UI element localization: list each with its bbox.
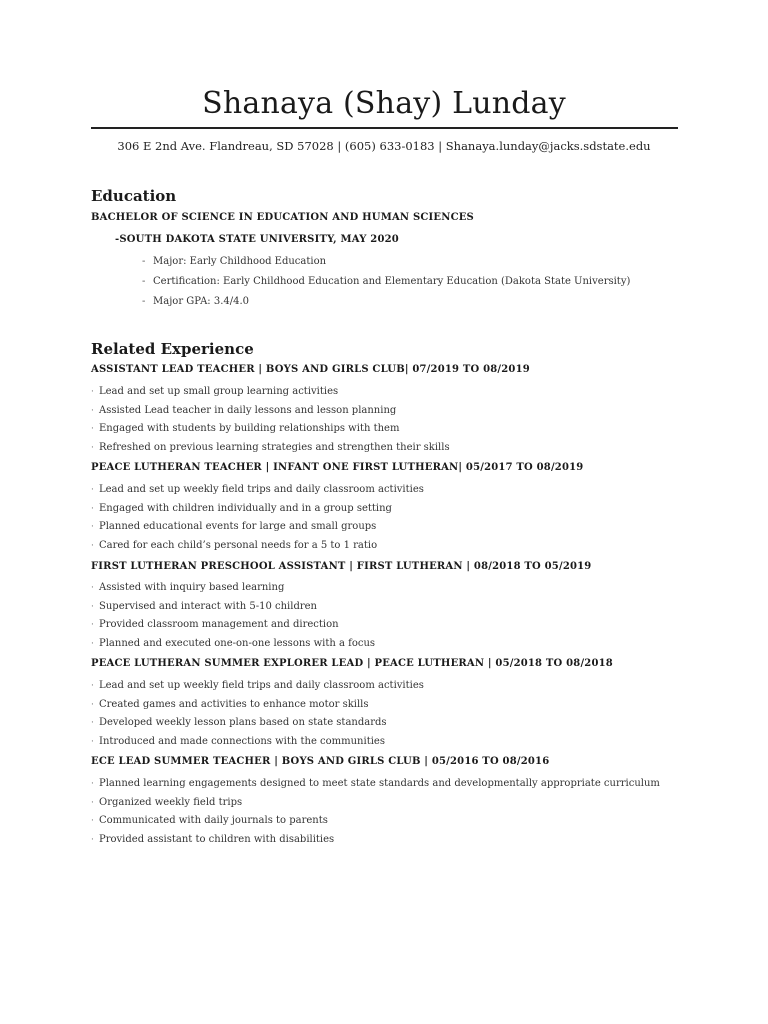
list-item: · Lead and set up small group learning activities: [91, 386, 339, 397]
list-item: · Provided assistant to children with disabilities: [91, 834, 335, 846]
job-heading: FIRST LUTHERAN PRESCHOOL ASSISTANT | FIRST LUTHERAN | 08/2018 TO 05/2019: [91, 561, 592, 572]
dot-bullet-icon: ·: [91, 718, 94, 729]
education-detail-item: - Major GPA: 3.4/4.0: [142, 296, 250, 307]
dot-bullet-icon: ·: [91, 737, 94, 748]
job-bullets: [91, 386, 450, 461]
dot-bullet-icon: ·: [91, 485, 94, 495]
list-item: · Assisted Lead teacher in daily lessons and lesson planning: [91, 404, 397, 416]
job-bullets: [91, 582, 375, 657]
list-item: · Planned learning engagements designed to meet state standards and developmentally appropriate curriculum: [91, 778, 660, 789]
school-line: -SOUTH DAKOTA STATE UNIVERSITY, MAY 2020: [115, 234, 399, 245]
job-heading: ASSISTANT LEAD TEACHER | BOYS AND GIRLS CLUB| 07/2019 TO 08/2019: [91, 364, 530, 375]
list-item: · Provided classroom management and direction: [91, 619, 339, 631]
candidate-name: Shanaya (Shay) Lunday: [202, 86, 566, 121]
dot-bullet-icon: ·: [91, 816, 94, 827]
experience-heading: Related Experience: [91, 340, 254, 358]
dot-bullet-icon: ·: [91, 797, 94, 808]
list-item: · Engaged with children individually and in a group setting: [91, 502, 392, 514]
dot-bullet-icon: ·: [91, 699, 94, 710]
job-heading: PEACE LUTHERAN SUMMER EXPLORER LEAD | PEACE LUTHERAN | 05/2018 TO 08/2018: [91, 658, 613, 669]
header-divider: [91, 127, 678, 129]
dot-bullet-icon: ·: [91, 835, 94, 846]
degree-title: BACHELOR OF SCIENCE IN EDUCATION AND HUMAN SCIENCES: [91, 212, 474, 223]
dash-bullet-icon: -: [142, 296, 146, 307]
dot-bullet-icon: ·: [91, 639, 94, 650]
job-bullets: [91, 778, 660, 853]
list-item: · Refreshed on previous learning strategies and strengthen their skills: [91, 442, 450, 454]
list-item: · Created games and activities to enhance motor skills: [91, 698, 369, 710]
list-item: · Communicated with daily journals to parents: [91, 815, 328, 827]
dot-bullet-icon: ·: [91, 424, 94, 435]
dot-bullet-icon: ·: [91, 779, 94, 789]
list-item: · Planned and executed one-on-one lessons with a focus: [91, 638, 376, 650]
list-item: · Lead and set up weekly field trips and daily classroom activities: [91, 484, 424, 495]
list-item: · Lead and set up weekly field trips and daily classroom activities: [91, 680, 424, 691]
list-item: · Cared for each child’s personal needs for a 5 to 1 ratio: [91, 540, 378, 552]
dash-bullet-icon: -: [142, 276, 146, 287]
dot-bullet-icon: ·: [91, 541, 94, 552]
education-detail-item: - Major: Early Childhood Education: [142, 256, 327, 267]
list-item: · Organized weekly field trips: [91, 796, 243, 808]
list-item: · Supervised and interact with 5-10 children: [91, 600, 317, 612]
job-heading: ECE LEAD SUMMER TEACHER | BOYS AND GIRLS CLUB | 05/2016 TO 08/2016: [91, 756, 550, 767]
dash-bullet-icon: -: [142, 256, 146, 267]
dot-bullet-icon: ·: [91, 620, 94, 631]
dot-bullet-icon: ·: [91, 601, 94, 612]
job-heading: PEACE LUTHERAN TEACHER | INFANT ONE FIRST LUTHERAN| 05/2017 TO 08/2019: [91, 462, 584, 473]
list-item: · Planned educational events for large and small groups: [91, 521, 377, 533]
list-item: · Assisted with inquiry based learning: [91, 582, 285, 593]
dot-bullet-icon: ·: [91, 405, 94, 416]
job-bullets: [91, 484, 424, 559]
dot-bullet-icon: ·: [91, 443, 94, 454]
education-detail-item: - Certification: Early Childhood Education and Elementary Education (Dakota State University): [142, 276, 631, 287]
contact-line: 306 E 2nd Ave. Flandreau, SD 57028 | (605) 633-0183 | Shanaya.lunday@jacks.sdstate.edu: [117, 139, 651, 153]
dot-bullet-icon: ·: [91, 503, 94, 514]
education-details: [142, 256, 630, 316]
list-item: · Developed weekly lesson plans based on state standards: [91, 717, 387, 729]
list-item: · Introduced and made connections with the communities: [91, 736, 385, 748]
list-item: · Engaged with students by building relationships with them: [91, 423, 400, 435]
dot-bullet-icon: ·: [91, 387, 94, 397]
dot-bullet-icon: ·: [91, 522, 94, 533]
dot-bullet-icon: ·: [91, 583, 94, 593]
dot-bullet-icon: ·: [91, 681, 94, 691]
education-heading: Education: [91, 187, 177, 205]
job-bullets: [91, 680, 424, 755]
